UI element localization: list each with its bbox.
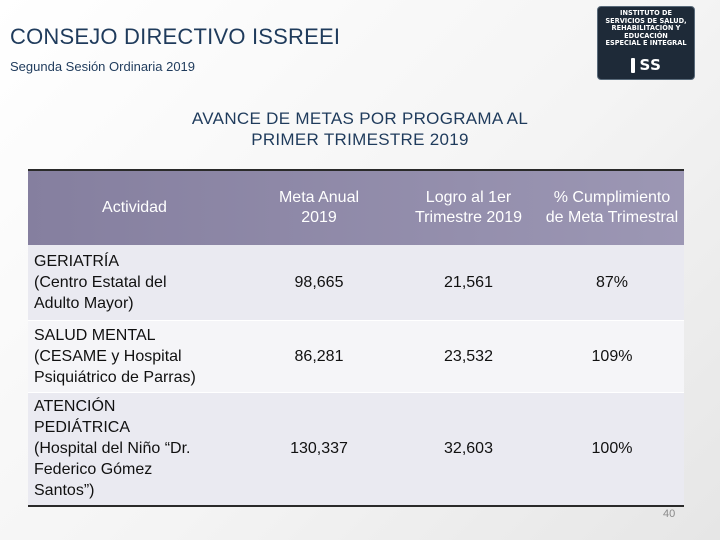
activity-text: GERIATRÍA bbox=[34, 252, 120, 270]
activity-cell bbox=[28, 320, 241, 392]
activity-cell bbox=[28, 392, 241, 506]
activity-text: (Hospital del Niño “Dr. bbox=[34, 440, 191, 458]
table-row bbox=[28, 245, 684, 320]
logo-ss-text: SS bbox=[639, 56, 662, 74]
activity-text: ATENCIÓN bbox=[34, 398, 116, 416]
logro-cell: 32,603 bbox=[444, 440, 493, 458]
logo-line: EDUCACIÓN bbox=[624, 31, 668, 40]
activity-text: Santos”) bbox=[34, 482, 95, 500]
slide-heading-line-2: PRIMER TRIMESTRE 2019 bbox=[251, 130, 469, 149]
column-header-meta bbox=[241, 170, 397, 245]
page-title: CONSEJO DIRECTIVO ISSREEI bbox=[10, 24, 341, 49]
activity-text: Psiquiátrico de Parras) bbox=[34, 368, 196, 386]
table-row bbox=[28, 392, 684, 506]
table-header-row bbox=[28, 170, 684, 245]
meta-cell: 98,665 bbox=[294, 273, 344, 291]
column-header-text: Actividad bbox=[102, 199, 167, 216]
logo-text bbox=[601, 10, 691, 48]
column-header-text: 2019 bbox=[301, 209, 337, 226]
cumplimiento-cell: 100% bbox=[591, 440, 633, 458]
column-header-text: % Cumplimiento bbox=[553, 189, 671, 206]
slide-heading-line-1: AVANCE DE METAS POR PROGRAMA AL bbox=[191, 109, 529, 128]
logo-line: INSTITUTO DE bbox=[620, 9, 672, 17]
logo-line: ESPECIAL E INTEGRAL bbox=[605, 39, 687, 48]
column-header-text: de Meta Trimestral bbox=[545, 209, 679, 226]
column-header-text: Trimestre 2019 bbox=[415, 209, 522, 226]
table-row bbox=[28, 320, 684, 392]
page-subtitle: Segunda Sesión Ordinaria 2019 bbox=[10, 59, 196, 74]
logro-cell: 21,561 bbox=[444, 273, 493, 291]
activity-text: PEDIÁTRICA bbox=[34, 419, 131, 437]
cumplimiento-cell: 87% bbox=[595, 273, 629, 291]
activity-text: Federico Gómez bbox=[34, 461, 153, 479]
goals-table bbox=[28, 169, 684, 507]
column-header-text: Logro al 1er bbox=[425, 189, 512, 206]
cumplimiento-cell: 109% bbox=[591, 347, 633, 365]
logo-bar-icon bbox=[631, 58, 635, 73]
page-number: 40 bbox=[663, 508, 676, 520]
column-header-cumplimiento bbox=[540, 170, 684, 245]
slide-heading bbox=[0, 108, 720, 150]
logo-line: REHABILITACIÓN Y bbox=[611, 24, 681, 33]
logo-line: SERVICIOS DE SALUD, bbox=[605, 16, 687, 25]
column-header-actividad bbox=[28, 170, 241, 245]
column-header-text: Meta Anual bbox=[278, 189, 360, 206]
column-header-logro bbox=[397, 170, 540, 245]
meta-cell: 86,281 bbox=[294, 347, 344, 365]
logro-cell: 23,532 bbox=[444, 347, 493, 365]
activity-cell bbox=[28, 245, 241, 320]
activity-text: SALUD MENTAL bbox=[34, 326, 156, 344]
logo-mark bbox=[602, 55, 690, 75]
activity-text: (CESAME y Hospital bbox=[34, 347, 182, 365]
meta-cell: 130,337 bbox=[290, 440, 348, 458]
activity-text: (Centro Estatal del bbox=[34, 273, 167, 291]
institute-logo bbox=[597, 6, 695, 80]
activity-text: Adulto Mayor) bbox=[34, 294, 134, 312]
